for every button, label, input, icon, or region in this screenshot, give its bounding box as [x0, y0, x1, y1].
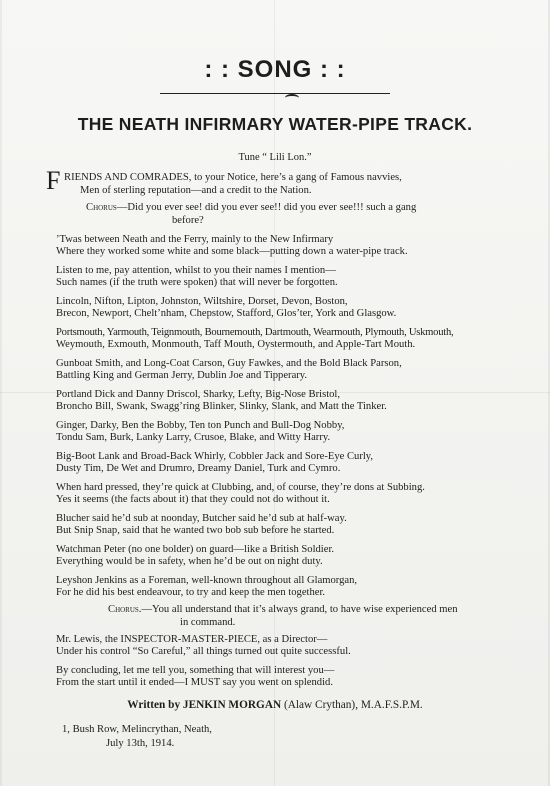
song-date: July 13th, 1914. — [106, 738, 175, 749]
stanza-7-line-2: Tondu Sam, Burk, Lanky Larry, Crusoe, Blake, and Witty Harry. — [56, 432, 331, 443]
intro-line-1: RIENDS AND COMRADES, to your Notice, here’s a gang of Famous navvies, — [64, 172, 402, 183]
chorus-2-line-1 — [108, 604, 458, 617]
chorus-label: Chorus — [86, 202, 117, 213]
stanza-9-line-1: When hard pressed, they’re quick at Clubbing, and, of course, they’re dons at Subbing. — [56, 482, 425, 493]
stanza-10-line-1: Blucher said he’d sub at noonday, Butcher said he’d sub at half-way. — [56, 513, 347, 524]
chorus-2-text: .—You all understand that it’s always grand, to have wise experienced men — [138, 604, 458, 615]
stanza-5-line-1: Gunboat Smith, and Long-Coat Carson, Guy Fawkes, and the Bold Black Parson, — [56, 358, 402, 369]
stanza-6-line-1: Portland Dick and Danny Driscol, Sharky, Lefty, Big-Nose Bristol, — [56, 389, 341, 400]
stanza-1-line-2: Where they worked some white and some black—putting down a water-pipe track. — [56, 246, 408, 257]
heading-rule — [160, 93, 390, 94]
stanza-8-line-1: Big-Boot Lank and Broad-Back Whirly, Cobbler Jack and Sore-Eye Curly, — [56, 451, 374, 462]
author-address: 1, Bush Row, Melincrythan, Neath, — [62, 724, 212, 735]
stanza-3-line-2: Brecon, Newport, Chelt’nham, Chepstow, Stafford, Glos’ter, York and Glasgow. — [56, 308, 397, 319]
stanza-2-line-2: Such names (if the truth were spoken) that will never be forgotten. — [56, 277, 338, 288]
stanza-12-line-2: For he did his best endeavour, to try and keep the men together. — [56, 587, 326, 598]
stanza-11-line-2: Everything would be in safety, when he’d be out on night duty. — [56, 556, 323, 567]
heading-ornament — [285, 94, 299, 102]
stanza-10-line-2: But Snip Snap, said that he wanted two bob sub before he started. — [56, 525, 335, 536]
stanza-5-line-2: Battling King and German Jerry, Dublin Joe and Tipperary. — [56, 370, 308, 381]
stanza-6-line-2: Broncho Bill, Swank, Swagg’ring Blinker, Slinky, Slank, and Matt the Tinker. — [56, 401, 387, 412]
tune-line: Tune “ Lili Lon.” — [238, 152, 312, 163]
closing-2-line-1: By concluding, let me tell you, something that will interest you— — [56, 665, 335, 676]
stanza-4-line-1: Portsmouth, Yarmouth, Teignmouth, Bournemouth, Dartmouth, Wearmouth, Plymouth, Uskmouth, — [56, 327, 454, 338]
intro-line-2: Men of sterling reputation—and a credit to the Nation. — [80, 185, 312, 196]
closing-1-line-1: Mr. Lewis, the INSPECTOR-MASTER-PIECE, as a Director— — [56, 634, 328, 645]
written-by: Written by — [127, 699, 181, 711]
author-name: JENKIN MORGAN — [182, 699, 282, 711]
song-heading: : : SONG : : — [204, 56, 346, 83]
chorus-1-text: —Did you ever see! did you ever see!! did you ever see!!! such a gang — [116, 202, 417, 213]
drop-cap: F — [46, 166, 61, 195]
stanza-7-line-1: Ginger, Darky, Ben the Bobby, Ten ton Punch and Bull-Dog Nobby, — [56, 420, 345, 431]
author-bardic-name: (Alaw Crythan), M.A.F.S.P.M. — [283, 699, 423, 711]
stanza-8-line-2: Dusty Tim, De Wet and Drumro, Dreamy Daniel, Turk and Cymro. — [56, 463, 341, 474]
chorus-label-2: Chorus — [108, 604, 139, 615]
signoff-line — [0, 699, 550, 711]
stanza-9-line-2: Yes it seems (the facts about it) that they could not do without it. — [56, 494, 330, 505]
stanza-12-line-1: Leyshon Jenkins as a Foreman, well-known throughout all Glamorgan, — [56, 575, 358, 586]
chorus-1-line-2: before? — [172, 215, 204, 226]
stanza-2-line-1: Listen to me, pay attention, whilst to you their names I mention— — [56, 265, 336, 276]
chorus-1-line-1 — [86, 202, 416, 215]
closing-1-line-2: Under his control “So Careful,” all things turned out quite successful. — [56, 646, 351, 657]
chorus-2-line-2: in command. — [180, 617, 236, 628]
stanza-3-line-1: Lincoln, Nifton, Lipton, Johnston, Wiltshire, Dorset, Devon, Boston, — [56, 296, 348, 307]
closing-2-line-2: From the start until it ended—I MUST say you went on splendid. — [56, 677, 333, 688]
stanza-1-line-1: ’Twas between Neath and the Ferry, mainly to the New Infirmary — [56, 234, 334, 245]
stanza-11-line-1: Watchman Peter (no one bolder) on guard—like a British Soldier. — [56, 544, 335, 555]
stanza-4-line-2: Weymouth, Exmouth, Monmouth, Taff Mouth, Oystermouth, and Apple-Tart Mouth. — [56, 339, 416, 350]
song-title: THE NEATH INFIRMARY WATER-PIPE TRACK. — [77, 114, 473, 134]
